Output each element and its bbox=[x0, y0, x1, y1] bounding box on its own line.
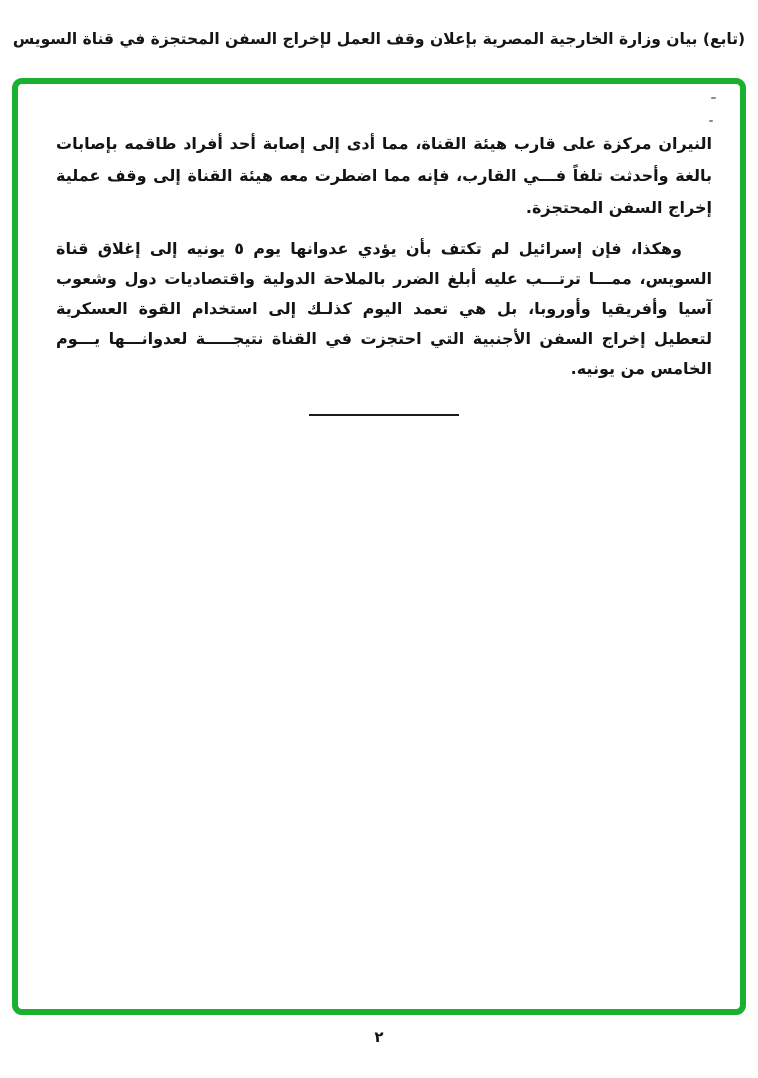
paragraph-israel-aggression: وهكذا، فإن إسرائيل لم تكتف بأن يؤدي عدوانها يوم ٥ يونيه إلى إغلاق قناة السويس، ممـــا ترتـــب عليه أبلغ الضرر بالملاحة الدولية واقتصاديات دول وشعوب آسيا وأفريقيا وأوروبا، بل هي تعمد اليوم كذلـك إلى استخدام القوة العسكرية لتعطيل إخراج السفن الأجنبية التي احتجزت في القناة نتيجـــــة لعدوانـــها يـــوم الخامس من يونيه. bbox=[56, 239, 712, 378]
section-divider bbox=[309, 414, 459, 416]
paragraph-canal-boat-damage: النيران مركزة على قارب هيئة القناة، مما أدى إلى إصابة أحد أفراد طاقمه بإصابات بالغة وأحدثت تلفاً فـــي القارب، فإنه مما اضطرت معه هيئة القناة إلى وقف عملية إخراج السفن المحتجزة. bbox=[56, 134, 712, 217]
page-header-title: (تابع) بيان وزارة الخارجية المصرية بإعلان وقف العمل لإخراج السفن المحتجزة في قناة السويس bbox=[12, 30, 746, 48]
scan-speck bbox=[709, 120, 713, 122]
scan-speck bbox=[711, 97, 716, 99]
document-border-frame bbox=[12, 78, 746, 1015]
document-body-text bbox=[18, 84, 740, 416]
page-number: ٢ bbox=[374, 1028, 384, 1046]
